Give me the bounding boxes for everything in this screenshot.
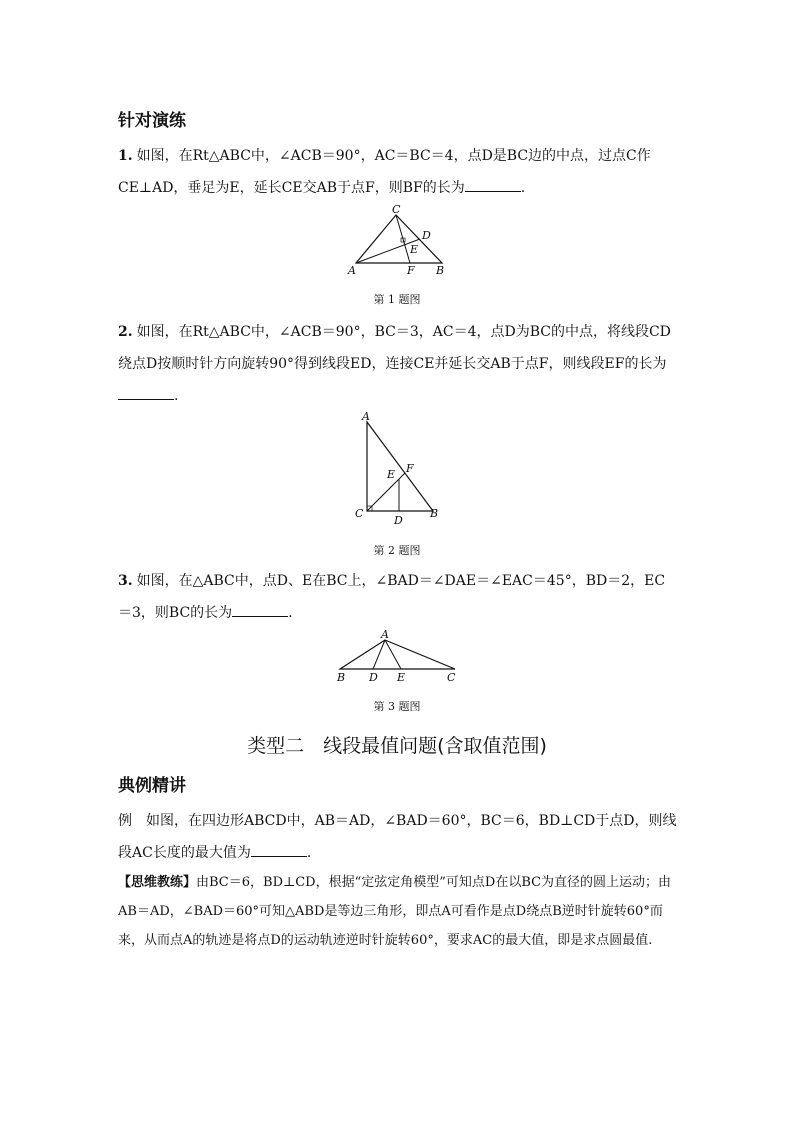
problem-3: 3. 如图，在△ABC中，点D、E在BC上，∠BAD＝∠DAE＝∠EAC＝45°，BD＝2，EC＝3，则BC的长为 . [118, 573, 666, 621]
section-title: 针对演练 [118, 111, 186, 131]
problem-3-number: 3. [118, 573, 133, 589]
example-problem: 例 如图，在四边形ABCD中，AB＝AD，∠BAD＝60°，BC＝6，BD⊥CD于点D，则线段AC长度的最大值为 . [118, 813, 677, 861]
problem-1-number: 1. [118, 148, 133, 164]
thinking-hint [118, 868, 678, 955]
section-2-title: 类型二 线段最值问题(含取值范围) [247, 735, 547, 757]
fig1-label-a: A [348, 264, 356, 277]
fig1-label-f: F [407, 264, 415, 277]
problem-1: 1. 如图，在Rt△ABC中，∠ACB＝90°，AC＝BC＝4，点D是BC边的中点，过点C作CE⊥AD，垂足为E，延长CE交AB于点F，则BF的长为 . [118, 148, 651, 196]
fig2-label-f: F [406, 462, 414, 475]
fig3-label-d: D [369, 671, 378, 684]
fig2-label-b: B [430, 507, 439, 520]
fig2-label-e: E [387, 468, 396, 481]
figure-1 [340, 203, 460, 281]
fig2-label-c: C [355, 507, 364, 520]
fig1-label-b: B [436, 264, 445, 277]
answer-blank-example [251, 838, 307, 857]
fig1-label-c: C [392, 203, 401, 216]
figure-1-caption: 第 1 题图 [373, 293, 421, 306]
problem-2-text: 如图，在Rt△ABC中，∠ACB＝90°，BC＝3，AC＝4，点D为BC的中点，将线段CD绕点D按顺时针方向旋转90°得到线段ED，连接CE并延长交AB于点F，则线段EF的长为 [118, 324, 671, 372]
figure-2-caption: 第 2 题图 [373, 544, 421, 557]
answer-blank-2 [118, 381, 174, 400]
fig2-label-a: A [362, 410, 370, 423]
example-text: 例 如图，在四边形ABCD中，AB＝AD，∠BAD＝60°，BC＝6，BD⊥CD于点D，则线段AC长度的最大值为 [118, 813, 677, 861]
hint-label: 【思维教练】 [118, 875, 197, 890]
fig3-label-b: B [337, 671, 346, 684]
figure-3-caption: 第 3 题图 [373, 700, 421, 713]
figure-3 [330, 628, 464, 686]
fig3-label-a: A [381, 628, 389, 641]
fig1-label-e: E [410, 243, 419, 256]
fig3-label-e: E [397, 671, 406, 684]
fig3-label-c: C [447, 671, 456, 684]
section-2-subtitle: 典例精讲 [118, 776, 186, 796]
problem-1-text: 如图，在Rt△ABC中，∠ACB＝90°，AC＝BC＝4，点D是BC边的中点，过点C作CE⊥AD，垂足为E，延长CE交AB于点F，则BF的长为 [118, 148, 651, 196]
answer-blank-3 [232, 598, 288, 617]
problem-3-text: 如图，在△ABC中，点D、E在BC上，∠BAD＝∠DAE＝∠EAC＝45°，BD＝2，EC＝3，则BC的长为 [118, 573, 666, 621]
fig2-label-d: D [394, 514, 403, 527]
answer-blank-1 [465, 173, 521, 192]
figure-2 [348, 410, 448, 528]
fig1-label-d: D [422, 229, 431, 242]
problem-2-number: 2. [118, 324, 133, 340]
hint-text: 由BC＝6，BD⊥CD，根据“定弦定角模型”可知点D在以BC为直径的圆上运动；由AB＝AD，∠BAD＝60°可知△ABD是等边三角形，即点A可看作是点D绕点B逆时针旋转60°而来，从而点A的轨迹是将点D的运动轨迹逆时针旋转60°，要求AC的最大值，即是求点圆最值. [118, 875, 672, 948]
problem-2: 2. 如图，在Rt△ABC中，∠ACB＝90°，BC＝3，AC＝4，点D为BC的中点，将线段CD绕点D按顺时针方向旋转90°得到线段ED，连接CE并延长交AB于点F，则线段EF的长为. [118, 324, 671, 404]
